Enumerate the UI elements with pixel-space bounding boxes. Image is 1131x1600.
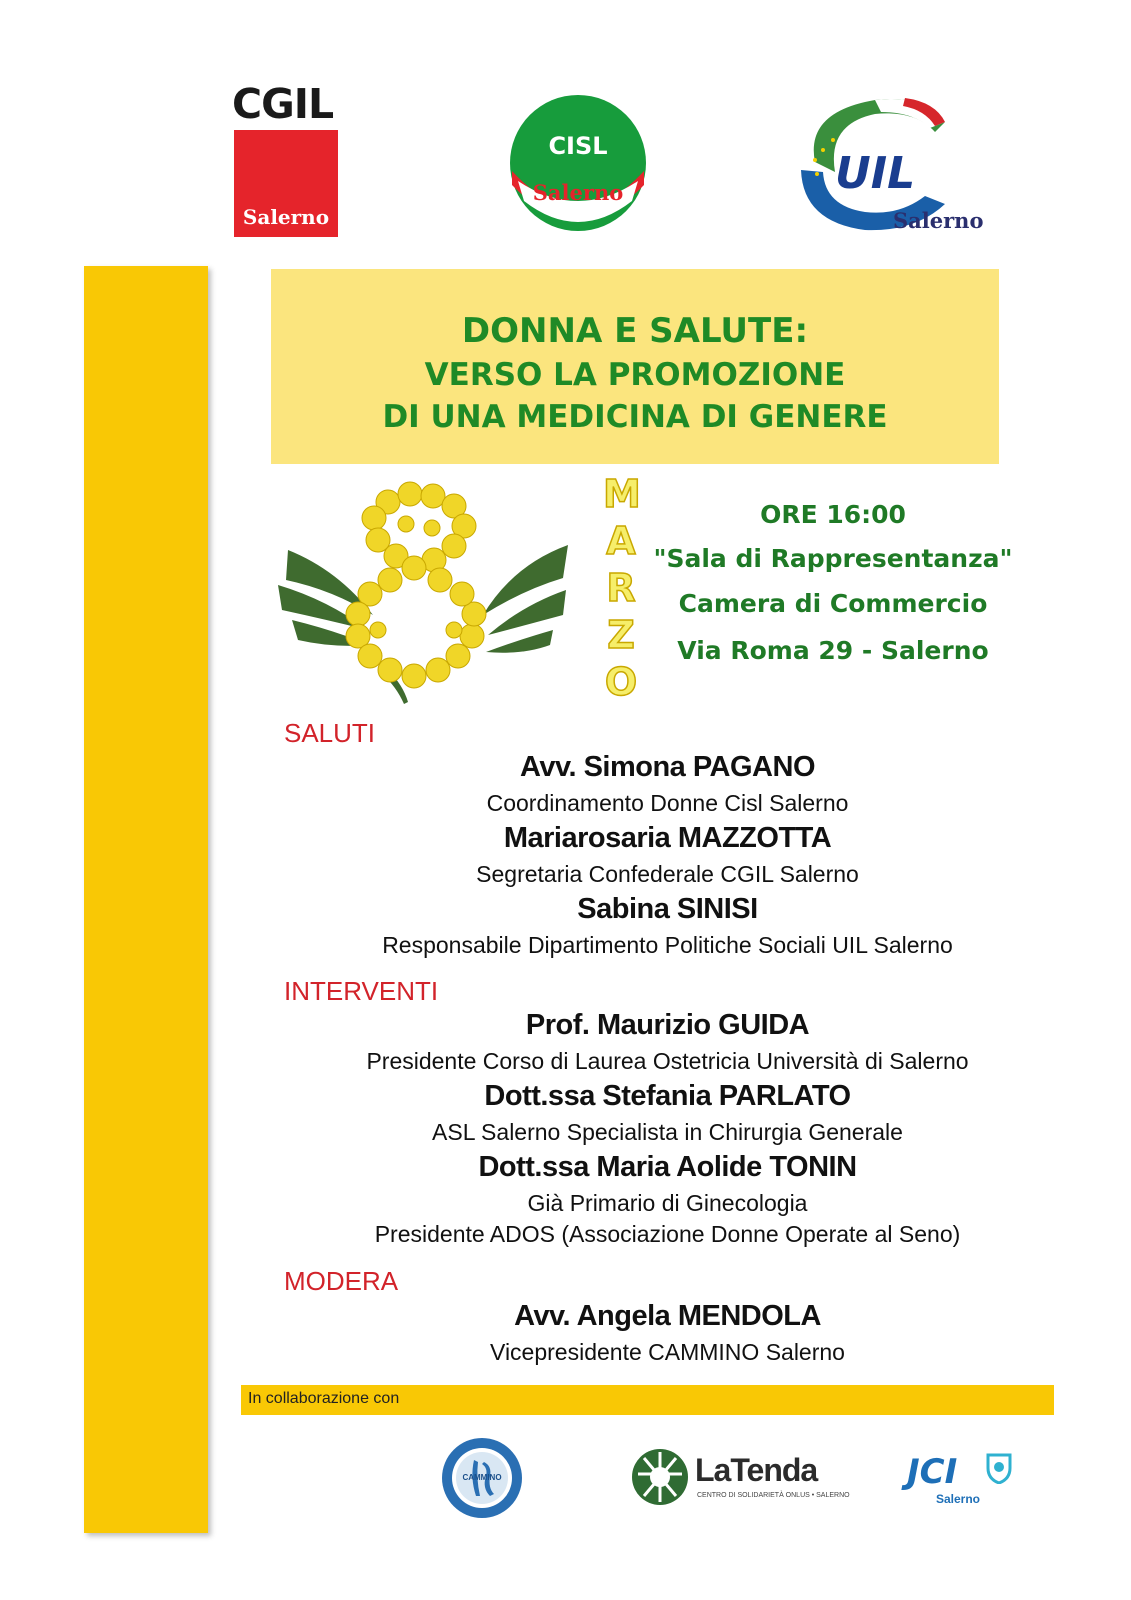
- section-heading-interventi: INTERVENTI: [284, 976, 439, 1006]
- uil-logo-name: UIL: [835, 148, 916, 199]
- jci-logo-city: Salerno: [936, 1492, 981, 1506]
- mimosa-eight-illustration: [278, 480, 568, 705]
- latenda-logo-subtitle: CENTRO DI SOLIDARIETÀ ONLUS • SALERNO: [697, 1492, 850, 1499]
- collaboration-label: In collaborazione con: [248, 1390, 400, 1407]
- event-room: "Sala di Rappresentanza": [653, 544, 1013, 573]
- speaker-role: Presidente Corso di Laurea Ostetricia Università di Salerno: [366, 1048, 969, 1074]
- cgil-logo-city: Salerno: [242, 205, 330, 229]
- speaker-name: Mariarosaria MAZZOTTA: [503, 822, 832, 854]
- event-address: Via Roma 29 - Salerno: [677, 636, 989, 665]
- speaker-name: Dott.ssa Maria Aolide TONIN: [478, 1151, 857, 1183]
- event-time: ORE 16:00: [760, 500, 906, 529]
- jci-shield-icon: [986, 1452, 1012, 1484]
- speaker-name: Avv. Simona PAGANO: [519, 751, 816, 783]
- speaker-role: Presidente ADOS (Associazione Donne Operate al Seno): [374, 1221, 961, 1247]
- month-letter: Z: [607, 613, 635, 657]
- month-letter: M: [603, 472, 641, 516]
- speaker-name: Dott.ssa Stefania PARLATO: [484, 1080, 851, 1112]
- section-heading-modera: MODERA: [284, 1266, 399, 1296]
- month-letter: O: [604, 660, 638, 704]
- cammino-logo-text: CAMMINO: [462, 1473, 502, 1482]
- cisl-logo-name: CISL: [548, 132, 608, 160]
- title-line-3: DI UNA MEDICINA DI GENERE: [382, 399, 888, 435]
- speaker-name: Sabina SINISI: [577, 893, 758, 925]
- speaker-name: Avv. Angela MENDOLA: [514, 1300, 821, 1332]
- latenda-logo-name: LaTenda: [695, 1452, 818, 1488]
- cisl-logo: [508, 93, 648, 233]
- speaker-role: Vicepresidente CAMMINO Salerno: [490, 1339, 845, 1365]
- cisl-logo-city: Salerno: [532, 180, 624, 205]
- speaker-role: Segretaria Confederale CGIL Salerno: [476, 861, 859, 887]
- month-letter: R: [606, 566, 636, 610]
- section-heading-saluti: SALUTI: [284, 718, 376, 748]
- title-line-1: DONNA E SALUTE:: [461, 311, 809, 351]
- speaker-role: Responsabile Dipartimento Politiche Sociali UIL Salerno: [382, 932, 953, 958]
- title-line-2: VERSO LA PROMOZIONE: [424, 357, 846, 393]
- jci-logo-name: JCI: [907, 1452, 958, 1492]
- cgil-logo-name: CGIL: [232, 80, 334, 128]
- title-panel: [271, 269, 999, 464]
- left-decorative-bar: [84, 266, 208, 1533]
- month-letter: A: [606, 519, 636, 563]
- event-venue: Camera di Commercio: [678, 589, 988, 618]
- speaker-role: ASL Salerno Specialista in Chirurgia Generale: [432, 1119, 903, 1145]
- uil-logo-city: Salerno: [893, 208, 984, 233]
- speaker-name: Prof. Maurizio GUIDA: [525, 1009, 810, 1041]
- speaker-role: Già Primario di Ginecologia: [527, 1190, 808, 1216]
- speaker-role: Coordinamento Donne Cisl Salerno: [486, 790, 849, 816]
